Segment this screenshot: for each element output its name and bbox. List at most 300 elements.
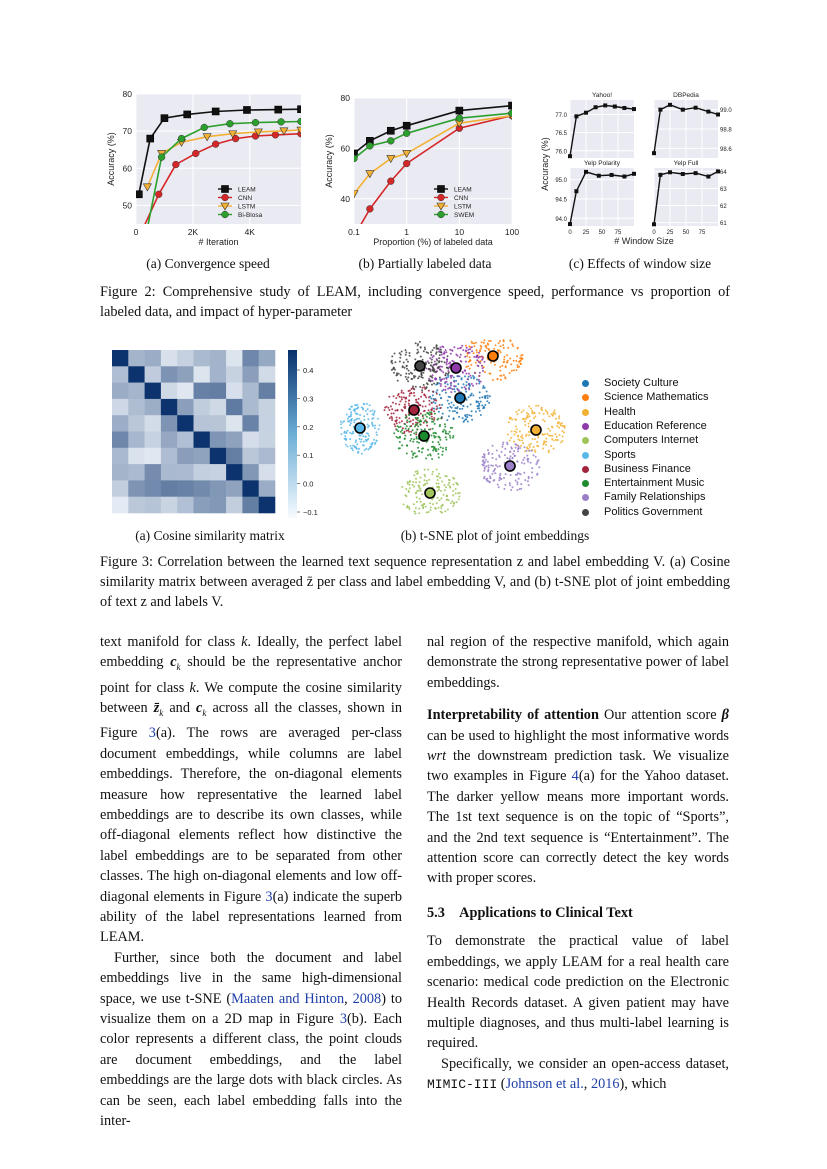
doc-point (468, 388, 470, 390)
heatmap-cell (145, 350, 162, 367)
doc-point (528, 434, 530, 436)
doc-point (510, 340, 512, 342)
doc-point (501, 446, 503, 448)
doc-point (375, 440, 377, 442)
doc-point (428, 378, 430, 380)
doc-point (481, 359, 483, 361)
heatmap-cell (145, 464, 162, 481)
doc-point (430, 370, 432, 372)
doc-point (352, 432, 354, 434)
doc-point (445, 486, 447, 488)
doc-point (408, 395, 410, 397)
x-tick-label: 50 (682, 230, 690, 236)
doc-point (551, 426, 553, 428)
doc-point (492, 379, 494, 381)
doc-point (499, 477, 501, 479)
doc-point (445, 436, 447, 438)
doc-point (447, 484, 449, 486)
fig2b-subcaption: (b) Partially labeled data (358, 256, 492, 271)
doc-point (513, 450, 515, 452)
heatmap-cell (161, 383, 178, 400)
doc-point (440, 497, 442, 499)
doc-point (424, 347, 426, 349)
doc-point (422, 414, 424, 416)
doc-point (419, 481, 421, 483)
doc-point (453, 404, 455, 406)
doc-point (490, 362, 492, 364)
doc-point (528, 476, 530, 478)
doc-point (438, 483, 440, 485)
doc-point (432, 367, 434, 369)
doc-point (417, 377, 419, 379)
doc-point (471, 419, 473, 421)
doc-point (364, 449, 366, 451)
doc-point (428, 479, 430, 481)
doc-point (444, 361, 446, 363)
legend-label: Entertainment Music (604, 477, 705, 490)
y-axis-label: Accuracy (%) (324, 134, 334, 188)
doc-point (413, 392, 415, 394)
doc-point (432, 441, 434, 443)
doc-point (487, 397, 489, 399)
doc-point (428, 429, 430, 431)
citation-maaten[interactable]: Maaten and Hinton (231, 990, 345, 1007)
doc-point (416, 441, 418, 443)
doc-point (401, 486, 403, 488)
doc-point (426, 480, 428, 482)
doc-point (409, 487, 411, 489)
doc-point (369, 404, 371, 406)
doc-point (558, 427, 560, 429)
doc-point (510, 474, 512, 476)
legend-marker (438, 194, 445, 201)
colorbar-tick-label: 0.0 (303, 479, 314, 489)
doc-point (447, 400, 449, 402)
heatmap-cell (194, 350, 211, 367)
doc-point (446, 362, 448, 364)
doc-point (466, 399, 468, 401)
doc-point (428, 390, 430, 392)
doc-point (432, 394, 434, 396)
doc-point (420, 413, 422, 415)
doc-point (522, 354, 524, 356)
legend-label: Society Culture (604, 377, 679, 389)
doc-point (463, 421, 465, 423)
doc-point (535, 405, 537, 407)
doc-point (442, 447, 444, 449)
doc-point (431, 407, 433, 409)
y-tick-label: 80 (340, 93, 350, 103)
doc-point (391, 362, 393, 364)
data-point-swem (509, 110, 516, 117)
legend-label: Sports (604, 448, 636, 461)
doc-point (465, 391, 467, 393)
legend-label: CNN (238, 195, 253, 202)
doc-point (347, 418, 349, 420)
doc-point (455, 488, 457, 490)
doc-point (420, 490, 422, 492)
doc-point (340, 423, 342, 425)
doc-point (484, 371, 486, 373)
doc-point (509, 451, 511, 453)
fig3-ref[interactable]: 3 (148, 725, 156, 742)
heatmap-cell (161, 480, 178, 497)
data-point-swem (387, 137, 394, 144)
doc-point (388, 409, 390, 411)
fig4-ref[interactable]: 4 (571, 768, 579, 785)
doc-point (397, 410, 399, 412)
doc-point (502, 444, 504, 446)
doc-point (357, 452, 359, 454)
doc-point (529, 446, 531, 448)
doc-point (469, 360, 471, 362)
doc-point (415, 513, 417, 515)
doc-point (488, 453, 490, 455)
doc-point (433, 410, 435, 412)
doc-point (421, 493, 423, 495)
doc-point (449, 387, 451, 389)
doc-point (416, 496, 418, 498)
doc-point (510, 489, 512, 491)
doc-point (371, 423, 373, 425)
doc-point (400, 400, 402, 402)
doc-point (440, 397, 442, 399)
doc-point (452, 435, 454, 437)
legend-label: LEAM (454, 186, 472, 194)
doc-point (472, 395, 474, 397)
doc-point (384, 409, 386, 411)
doc-point (494, 364, 496, 366)
doc-point (433, 383, 435, 385)
data-point-cnn (212, 141, 219, 148)
heatmap-cell (177, 366, 194, 383)
doc-point (446, 439, 448, 441)
doc-point (403, 396, 405, 398)
fig3-ref-2[interactable]: 3 (265, 888, 273, 905)
doc-point (438, 443, 440, 445)
data-point-leam (212, 108, 219, 115)
doc-point (376, 431, 378, 433)
doc-point (433, 401, 435, 403)
doc-point (513, 369, 515, 371)
doc-point (499, 473, 501, 475)
doc-point (401, 351, 403, 353)
doc-point (515, 431, 517, 433)
doc-point (452, 410, 454, 412)
doc-point (361, 438, 363, 440)
doc-point (397, 425, 399, 427)
doc-point (408, 491, 410, 493)
heatmap-cell (226, 432, 243, 449)
doc-point (534, 449, 536, 451)
doc-point (461, 387, 463, 389)
doc-point (470, 375, 472, 377)
doc-point (542, 444, 544, 446)
doc-point (372, 409, 374, 411)
doc-point (505, 366, 507, 368)
citation-maaten-year[interactable]: 2008 (352, 990, 382, 1007)
doc-point (361, 453, 363, 455)
doc-point (406, 425, 408, 427)
y-tick-label: 80 (122, 89, 132, 99)
doc-point (441, 404, 443, 406)
doc-point (503, 488, 505, 490)
doc-point (350, 445, 352, 447)
doc-point (511, 370, 513, 372)
doc-point (435, 400, 437, 402)
doc-point (399, 361, 401, 363)
doc-point (436, 486, 438, 488)
doc-point (483, 407, 485, 409)
doc-point (433, 417, 435, 419)
heatmap-cell (177, 432, 194, 449)
doc-point (435, 379, 437, 381)
doc-point (510, 363, 512, 365)
doc-point (416, 417, 418, 419)
doc-point (484, 468, 486, 470)
doc-point (350, 422, 352, 424)
doc-point (414, 511, 416, 513)
doc-point (427, 383, 429, 385)
doc-point (453, 361, 455, 363)
doc-point (534, 451, 536, 453)
y-tick-label: 77.0 (555, 113, 567, 119)
doc-point (396, 419, 398, 421)
doc-point (436, 360, 438, 362)
doc-point (501, 451, 503, 453)
fig2-caption: Figure 2: Comprehensive study of LEAM, including convergence speed, performance vs proportion of labeled data, and impact of hyper-parameter (100, 284, 730, 320)
doc-point (515, 360, 517, 362)
heatmap-cell (242, 383, 259, 400)
data-point-cnn (172, 161, 179, 168)
doc-point (466, 414, 468, 416)
doc-point (401, 429, 403, 431)
doc-point (465, 384, 467, 386)
doc-point (436, 389, 438, 391)
doc-point (545, 441, 547, 443)
doc-point (429, 411, 431, 413)
doc-point (518, 478, 520, 480)
doc-point (476, 401, 478, 403)
heatmap-cell (112, 497, 129, 514)
doc-point (420, 477, 422, 479)
doc-point (415, 481, 417, 483)
doc-point (405, 373, 407, 375)
heatmap-cell (226, 399, 243, 416)
doc-point (407, 376, 409, 378)
doc-point (449, 349, 451, 351)
data-point-leam (298, 106, 305, 113)
doc-point (416, 401, 418, 403)
doc-point (404, 367, 406, 369)
colorbar-tick-label: −0.1 (303, 508, 318, 517)
doc-point (399, 417, 401, 419)
doc-point (484, 350, 486, 352)
doc-point (554, 409, 556, 411)
doc-point (462, 371, 464, 373)
y-tick-label: 76.0 (555, 149, 567, 156)
doc-point (454, 407, 456, 409)
doc-point (531, 471, 533, 473)
doc-point (434, 361, 436, 363)
doc-point (493, 348, 495, 350)
right-paragraph-1: nal region of the respective manifold, which again demonstrate the strong representative power of label embeddings. (427, 634, 729, 691)
y-tick-label: 60 (340, 143, 350, 154)
legend-color-swatch (582, 452, 589, 459)
doc-point (408, 418, 410, 420)
doc-point (340, 427, 342, 429)
doc-point (350, 415, 352, 417)
doc-point (457, 389, 459, 391)
doc-point (365, 436, 367, 438)
doc-point (513, 360, 515, 362)
doc-point (424, 475, 426, 477)
doc-point (405, 354, 407, 356)
doc-point (391, 417, 393, 419)
doc-point (421, 451, 423, 453)
fig3a-subcaption: (a) Cosine similarity matrix (135, 528, 285, 543)
heatmap-cell (194, 383, 211, 400)
doc-point (478, 404, 480, 406)
doc-point (511, 431, 513, 433)
doc-point (399, 422, 401, 424)
doc-point (499, 340, 501, 342)
data-point-bi-blosa (158, 154, 165, 161)
doc-point (562, 430, 564, 432)
fig3-ref-3[interactable]: 3 (339, 1011, 347, 1028)
doc-point (412, 419, 414, 421)
doc-point (492, 445, 494, 447)
doc-point (437, 479, 439, 481)
doc-point (436, 408, 438, 410)
heatmap-cell (128, 366, 145, 383)
doc-point (548, 415, 550, 417)
doc-point (562, 436, 564, 438)
doc-point (440, 511, 442, 513)
doc-point (406, 365, 408, 367)
doc-point (443, 389, 445, 391)
doc-point (396, 372, 398, 374)
doc-point (502, 442, 504, 444)
doc-point (518, 409, 520, 411)
doc-point (482, 459, 484, 461)
data-point-cnn (366, 205, 373, 212)
doc-point (390, 405, 392, 407)
data-point-cnn (155, 191, 162, 198)
doc-point (533, 417, 535, 419)
doc-point (394, 361, 396, 363)
data-point-cnn (192, 150, 199, 157)
citation-johnson-year[interactable]: 2016 (590, 1076, 620, 1093)
doc-point (397, 394, 399, 396)
doc-point (415, 492, 417, 494)
doc-point (436, 351, 438, 353)
doc-point (412, 457, 414, 459)
right-paragraph-2: Interpretability of attention Our attention score β can be used to highlight the most informative words wrt the downstream prediction task. We visualize two examples in Figure 4(a) for the Yahoo dataset. The darker yellow means more important words. The 1st text sequence is on the topic of “Sports”, and the 2nd text sequence is “Entertainment”. The attention score can correctly detect the key words with proper scores. (427, 707, 729, 887)
doc-point (363, 403, 365, 405)
doc-point (404, 435, 406, 437)
doc-point (422, 417, 424, 419)
doc-point (459, 356, 461, 358)
y-axis-label: Accuracy (%) (540, 137, 550, 191)
doc-point (418, 442, 420, 444)
doc-point (425, 405, 427, 407)
data-point (568, 154, 572, 158)
doc-point (503, 361, 505, 363)
heatmap-cell (128, 383, 145, 400)
doc-point (549, 430, 551, 432)
doc-point (415, 507, 417, 509)
doc-point (437, 497, 439, 499)
doc-point (457, 348, 459, 350)
doc-point (395, 403, 397, 405)
doc-point (423, 394, 425, 396)
heatmap-cell (210, 399, 227, 416)
heatmap-cell (161, 399, 178, 416)
doc-point (434, 423, 436, 425)
doc-point (465, 350, 467, 352)
doc-point (432, 369, 434, 371)
doc-point (467, 421, 469, 423)
doc-point (522, 442, 524, 444)
doc-point (403, 362, 405, 364)
doc-point (476, 383, 478, 385)
doc-point (537, 473, 539, 475)
doc-point (451, 427, 453, 429)
doc-point (478, 383, 480, 385)
doc-point (384, 407, 386, 409)
doc-point (471, 350, 473, 352)
doc-point (466, 373, 468, 375)
doc-point (451, 388, 453, 390)
doc-point (492, 457, 494, 459)
doc-point (356, 408, 358, 410)
doc-point (477, 408, 479, 410)
data-point-leam (243, 106, 250, 113)
doc-point (515, 411, 517, 413)
doc-point (413, 474, 415, 476)
doc-point (542, 448, 544, 450)
doc-point (434, 363, 436, 365)
doc-point (436, 405, 438, 407)
doc-point (433, 355, 435, 357)
doc-point (479, 410, 481, 412)
doc-point (467, 406, 469, 408)
doc-point (410, 431, 412, 433)
doc-point (512, 345, 514, 347)
heatmap-cell (145, 399, 162, 416)
doc-point (506, 354, 508, 356)
doc-point (444, 489, 446, 491)
citation-johnson[interactable]: Johnson et al. (505, 1076, 584, 1093)
doc-point (452, 494, 454, 496)
doc-point (424, 428, 426, 430)
doc-point (373, 414, 375, 416)
doc-point (406, 368, 408, 370)
doc-point (420, 356, 422, 358)
heatmap-cell (194, 366, 211, 383)
doc-point (405, 495, 407, 497)
doc-point (412, 423, 414, 425)
doc-point (421, 374, 423, 376)
doc-point (374, 442, 376, 444)
doc-point (445, 351, 447, 353)
legend-label: Education Reference (604, 419, 707, 432)
doc-point (518, 439, 520, 441)
doc-point (408, 414, 410, 416)
doc-point (391, 369, 393, 371)
doc-point (466, 416, 468, 418)
